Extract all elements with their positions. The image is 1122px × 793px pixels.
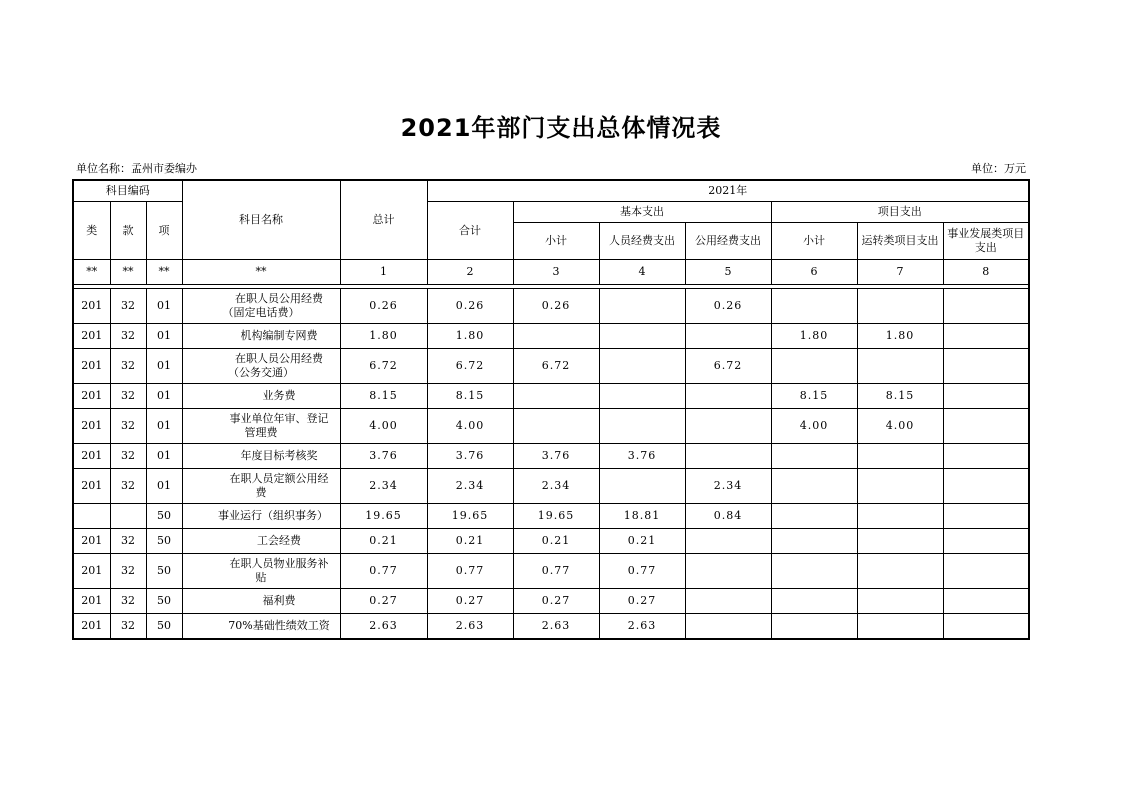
cell-xiang: 50 xyxy=(146,589,182,614)
cell-total: 1.80 xyxy=(340,324,427,349)
cell-develop xyxy=(943,554,1029,589)
cell-total: 19.65 xyxy=(340,504,427,529)
table-row xyxy=(73,324,1029,349)
cell-personnel xyxy=(599,349,685,384)
stars-lei: ** xyxy=(73,260,110,285)
cell-subject-name xyxy=(182,554,340,589)
cell-public: 0.84 xyxy=(685,504,771,529)
cell-personnel xyxy=(599,324,685,349)
cell-public xyxy=(685,589,771,614)
subject-name-line1: 年度目标考核奖 xyxy=(240,449,318,462)
cell-xiang: 50 xyxy=(146,614,182,640)
cell-basic-sub: 3.76 xyxy=(513,444,599,469)
cell-total: 2.34 xyxy=(340,469,427,504)
cell-proj-sub: 1.80 xyxy=(771,324,857,349)
table-row xyxy=(73,349,1029,384)
cell-heji: 8.15 xyxy=(427,384,513,409)
cell-subject-name xyxy=(182,529,340,554)
cell-total: 0.21 xyxy=(340,529,427,554)
subject-name-line1: 在职人员物业服务补 xyxy=(229,557,329,570)
cell-personnel xyxy=(599,289,685,324)
cell-proj-sub xyxy=(771,614,857,640)
header-xiang: 项 xyxy=(146,202,182,260)
header-public: 公用经费支出 xyxy=(685,223,771,260)
cell-lei xyxy=(73,504,110,529)
subject-name-line1: 在职人员公用经费 xyxy=(235,292,323,305)
cell-lei: 201 xyxy=(73,324,110,349)
cell-lei: 201 xyxy=(73,469,110,504)
cell-xiang: 01 xyxy=(146,324,182,349)
cell-proj-sub xyxy=(771,554,857,589)
cell-lei: 201 xyxy=(73,384,110,409)
col-number: 1 xyxy=(340,260,427,285)
cell-kuan: 32 xyxy=(110,349,146,384)
cell-xiang: 01 xyxy=(146,469,182,504)
cell-personnel xyxy=(599,469,685,504)
cell-proj-sub: 8.15 xyxy=(771,384,857,409)
cell-kuan: 32 xyxy=(110,409,146,444)
subject-name-line1: 事业运行（组织事务） xyxy=(218,509,328,522)
cell-basic-sub: 2.63 xyxy=(513,614,599,640)
cell-xiang: 01 xyxy=(146,349,182,384)
cell-heji: 19.65 xyxy=(427,504,513,529)
cell-transfer xyxy=(857,504,943,529)
table-row xyxy=(73,614,1029,640)
unit-name-label: 单位名称：孟州市委编办 xyxy=(76,162,197,175)
cell-develop xyxy=(943,529,1029,554)
subject-name-line1: 业务费 xyxy=(262,389,296,402)
cell-public xyxy=(685,384,771,409)
cell-xiang: 01 xyxy=(146,444,182,469)
col-number: 4 xyxy=(599,260,685,285)
cell-heji: 0.77 xyxy=(427,554,513,589)
cell-transfer: 4.00 xyxy=(857,409,943,444)
cell-personnel: 0.27 xyxy=(599,589,685,614)
cell-kuan: 32 xyxy=(110,614,146,640)
cell-develop xyxy=(943,504,1029,529)
table-row xyxy=(73,529,1029,554)
cell-transfer xyxy=(857,529,943,554)
cell-subject-name xyxy=(182,469,340,504)
cell-develop xyxy=(943,349,1029,384)
cell-kuan: 32 xyxy=(110,444,146,469)
cell-subject-name xyxy=(182,444,340,469)
cell-total: 3.76 xyxy=(340,444,427,469)
cell-xiang: 01 xyxy=(146,289,182,324)
cell-personnel: 18.81 xyxy=(599,504,685,529)
cell-personnel xyxy=(599,384,685,409)
cell-heji: 0.26 xyxy=(427,289,513,324)
cell-basic-sub: 19.65 xyxy=(513,504,599,529)
cell-personnel: 2.63 xyxy=(599,614,685,640)
cell-public: 2.34 xyxy=(685,469,771,504)
cell-develop xyxy=(943,469,1029,504)
cell-personnel: 0.77 xyxy=(599,554,685,589)
subject-name-line1: 70%基础性绩效工资 xyxy=(228,619,330,632)
header-total: 总计 xyxy=(340,180,427,260)
header-kuan: 款 xyxy=(110,202,146,260)
cell-subject-name xyxy=(182,614,340,640)
cell-lei: 201 xyxy=(73,614,110,640)
cell-heji: 0.27 xyxy=(427,589,513,614)
cell-total: 0.27 xyxy=(340,589,427,614)
cell-lei: 201 xyxy=(73,409,110,444)
subject-name-line2: 管理费 xyxy=(244,426,278,439)
cell-transfer xyxy=(857,589,943,614)
subject-name-line2: 费 xyxy=(255,486,267,499)
cell-proj-sub xyxy=(771,529,857,554)
cell-xiang: 01 xyxy=(146,409,182,444)
cell-personnel: 0.21 xyxy=(599,529,685,554)
cell-kuan: 32 xyxy=(110,469,146,504)
cell-heji: 2.63 xyxy=(427,614,513,640)
cell-develop xyxy=(943,384,1029,409)
header-personnel: 人员经费支出 xyxy=(599,223,685,260)
cell-kuan: 32 xyxy=(110,324,146,349)
cell-personnel: 3.76 xyxy=(599,444,685,469)
cell-develop xyxy=(943,444,1029,469)
subject-name-line2: 贴 xyxy=(255,571,267,584)
cell-subject-name xyxy=(182,349,340,384)
cell-public xyxy=(685,324,771,349)
cell-lei: 201 xyxy=(73,289,110,324)
cell-xiang: 50 xyxy=(146,554,182,589)
cell-proj-sub xyxy=(771,469,857,504)
col-number: 6 xyxy=(771,260,857,285)
page-title: 2021年部门支出总体情况表 xyxy=(400,114,722,142)
cell-heji: 6.72 xyxy=(427,349,513,384)
cell-kuan: 32 xyxy=(110,384,146,409)
cell-transfer xyxy=(857,469,943,504)
header-develop: 事业发展类项目支出 xyxy=(943,223,1029,260)
cell-transfer: 8.15 xyxy=(857,384,943,409)
subject-name-line1: 事业单位年审、登记 xyxy=(229,412,329,425)
cell-total: 0.77 xyxy=(340,554,427,589)
cell-xiang: 50 xyxy=(146,504,182,529)
cell-transfer: 1.80 xyxy=(857,324,943,349)
header-project-subtotal: 小计 xyxy=(771,223,857,260)
cell-basic-sub xyxy=(513,384,599,409)
cell-transfer xyxy=(857,289,943,324)
cell-public: 6.72 xyxy=(685,349,771,384)
cell-proj-sub xyxy=(771,444,857,469)
subject-name-line1: 机构编制专网费 xyxy=(240,329,318,342)
subject-name-line2: （固定电话费） xyxy=(222,306,300,319)
currency-unit-label: 单位：万元 xyxy=(971,162,1026,175)
cell-subject-name xyxy=(182,384,340,409)
cell-personnel xyxy=(599,409,685,444)
cell-heji: 2.34 xyxy=(427,469,513,504)
cell-basic-sub xyxy=(513,324,599,349)
table-row xyxy=(73,289,1029,324)
col-number: 7 xyxy=(857,260,943,285)
cell-basic-sub: 6.72 xyxy=(513,349,599,384)
cell-develop xyxy=(943,409,1029,444)
header-project-expenditure: 项目支出 xyxy=(771,202,1029,223)
cell-proj-sub: 4.00 xyxy=(771,409,857,444)
cell-proj-sub xyxy=(771,589,857,614)
header-basic-expenditure: 基本支出 xyxy=(513,202,771,223)
subject-name-line1: 福利费 xyxy=(262,594,296,607)
cell-xiang: 50 xyxy=(146,529,182,554)
cell-heji: 3.76 xyxy=(427,444,513,469)
table-row xyxy=(73,589,1029,614)
table-row xyxy=(73,504,1029,529)
cell-kuan: 32 xyxy=(110,289,146,324)
cell-total: 4.00 xyxy=(340,409,427,444)
cell-basic-sub xyxy=(513,409,599,444)
cell-kuan: 32 xyxy=(110,589,146,614)
header-subject-name: 科目名称 xyxy=(182,180,340,260)
cell-kuan: 32 xyxy=(110,529,146,554)
header-basic-subtotal: 小计 xyxy=(513,223,599,260)
cell-lei: 201 xyxy=(73,349,110,384)
cell-transfer xyxy=(857,444,943,469)
cell-transfer xyxy=(857,614,943,640)
cell-public xyxy=(685,554,771,589)
cell-public xyxy=(685,444,771,469)
cell-total: 2.63 xyxy=(340,614,427,640)
subject-name-line2: （公务交通） xyxy=(228,366,294,379)
cell-subject-name xyxy=(182,409,340,444)
subject-name-line1: 在职人员定额公用经 xyxy=(229,472,329,485)
expenditure-table xyxy=(72,179,1030,640)
cell-basic-sub: 0.27 xyxy=(513,589,599,614)
cell-total: 6.72 xyxy=(340,349,427,384)
cell-develop xyxy=(943,289,1029,324)
cell-develop xyxy=(943,324,1029,349)
cell-heji: 1.80 xyxy=(427,324,513,349)
table-row xyxy=(73,444,1029,469)
subject-name-line1: 在职人员公用经费 xyxy=(235,352,323,365)
col-number: 2 xyxy=(427,260,513,285)
cell-lei: 201 xyxy=(73,529,110,554)
cell-basic-sub: 2.34 xyxy=(513,469,599,504)
cell-basic-sub: 0.77 xyxy=(513,554,599,589)
header-subject-code: 科目编码 xyxy=(73,180,182,202)
cell-public xyxy=(685,409,771,444)
cell-subject-name xyxy=(182,504,340,529)
cell-total: 8.15 xyxy=(340,384,427,409)
cell-kuan xyxy=(110,504,146,529)
stars-name: ** xyxy=(182,260,340,285)
header-transfer: 运转类项目支出 xyxy=(857,223,943,260)
col-number: 8 xyxy=(943,260,1029,285)
cell-kuan: 32 xyxy=(110,554,146,589)
header-year: 2021年 xyxy=(427,180,1029,202)
cell-subject-name xyxy=(182,289,340,324)
cell-lei: 201 xyxy=(73,554,110,589)
header-heji: 合计 xyxy=(427,202,513,260)
cell-public xyxy=(685,614,771,640)
cell-proj-sub xyxy=(771,289,857,324)
col-number: 3 xyxy=(513,260,599,285)
cell-public: 0.26 xyxy=(685,289,771,324)
cell-develop xyxy=(943,589,1029,614)
cell-basic-sub: 0.26 xyxy=(513,289,599,324)
cell-develop xyxy=(943,614,1029,640)
subject-name-line1: 工会经费 xyxy=(257,534,301,547)
cell-xiang: 01 xyxy=(146,384,182,409)
cell-total: 0.26 xyxy=(340,289,427,324)
cell-subject-name xyxy=(182,589,340,614)
cell-proj-sub xyxy=(771,349,857,384)
cell-subject-name xyxy=(182,324,340,349)
stars-xiang: ** xyxy=(146,260,182,285)
cell-heji: 0.21 xyxy=(427,529,513,554)
cell-proj-sub xyxy=(771,504,857,529)
col-number: 5 xyxy=(685,260,771,285)
cell-lei: 201 xyxy=(73,589,110,614)
cell-transfer xyxy=(857,554,943,589)
table-row xyxy=(73,409,1029,444)
cell-basic-sub: 0.21 xyxy=(513,529,599,554)
cell-heji: 4.00 xyxy=(427,409,513,444)
table-row xyxy=(73,469,1029,504)
stars-kuan: ** xyxy=(110,260,146,285)
header-lei: 类 xyxy=(73,202,110,260)
table-row xyxy=(73,554,1029,589)
cell-public xyxy=(685,529,771,554)
cell-lei: 201 xyxy=(73,444,110,469)
cell-transfer xyxy=(857,349,943,384)
table-row xyxy=(73,384,1029,409)
